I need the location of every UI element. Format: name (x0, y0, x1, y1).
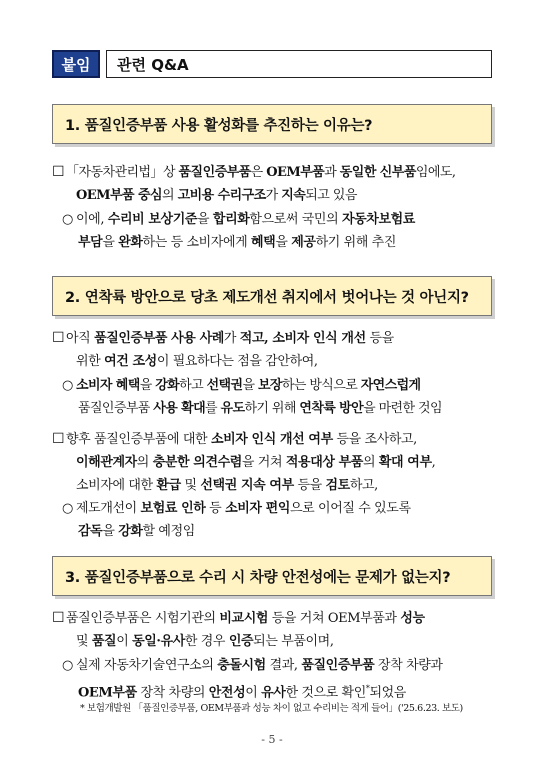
answer-2-paragraph-3 (66, 428, 435, 497)
line: 품질인증부품은 시험기관의 비교시험 등을 거쳐 OEM부품과 성능 (66, 611, 425, 626)
square-bullet: ☐ (52, 610, 65, 626)
square-bullet: ☐ (52, 164, 65, 180)
line: OEM부품 중심의 고비용 수리구조가 지속되고 있음 (76, 188, 357, 203)
line: 아직 품질인증부품 사용 사례가 적고, 소비자 인식 개선 등을 (66, 331, 394, 346)
page-number: - 5 - (261, 733, 283, 746)
answer-2-paragraph-4 (76, 497, 411, 543)
circle-bullet: ○ (62, 658, 74, 673)
question-1: 1. 품질인증부품 사용 활성화를 추진하는 이유는? (52, 104, 492, 144)
line: 부담을 완화하는 등 소비자에게 혜택을 제공하기 위해 추진 (78, 235, 396, 250)
line: 감독을 강화할 예정임 (78, 524, 195, 539)
line: 위한 여건 조성이 필요하다는 점을 감안하여, (76, 354, 318, 369)
line: 소비자에 대한 환급 및 선택권 지속 여부 등을 검토하고, (76, 478, 378, 493)
circle-bullet: ○ (62, 212, 74, 227)
line: 및 품질이 동일·유사한 경우 인증되는 부품이며, (76, 634, 334, 649)
footnote: * 보험개발원 「품질인증부품, OEM부품과 성능 차이 없고 수리비는 적게 들어」('25.6.23. 보도) (80, 703, 463, 714)
answer-2-paragraph-1 (66, 327, 394, 373)
question-2: 2. 연착륙 방안으로 당초 제도개선 취지에서 벗어나는 것 아닌지? (52, 276, 492, 316)
line: 소비자 혜택을 강화하고 선택권을 보장하는 방식으로 자연스럽게 (76, 378, 421, 393)
line: 이에, 수리비 보상기준을 합리화함으로써 국민의 자동차보험료 (76, 212, 415, 227)
circle-bullet: ○ (62, 378, 74, 393)
line: 품질인증부품 사용 확대를 유도하기 위해 연착륙 방안을 마련한 것임 (78, 401, 442, 416)
line: 실제 자동차기술연구소의 충돌시험 결과, 품질인증부품 장착 차량과 (76, 658, 443, 673)
answer-1-paragraph-2 (76, 208, 415, 254)
line: 「자동차관리법」상 품질인증부품은 OEM부품과 동일한 신부품임에도, (66, 165, 456, 180)
answer-3-paragraph-2 (76, 654, 443, 704)
attachment-header (52, 50, 492, 78)
square-bullet: ☐ (52, 431, 65, 447)
line: OEM부품 장착 차량의 안전성이 유사한 것으로 확인*되었음 (78, 684, 406, 701)
line: 제도개선이 보험료 인하 등 소비자 편익으로 이어질 수 있도록 (76, 501, 411, 516)
attachment-tag: 붙임 (52, 50, 100, 78)
square-bullet: ☐ (52, 330, 65, 346)
circle-bullet: ○ (62, 501, 74, 516)
answer-3-paragraph-1 (66, 607, 425, 653)
attachment-title: 관련 Q&A (106, 50, 492, 78)
question-3: 3. 품질인증부품으로 수리 시 차량 안전성에는 문제가 없는지? (52, 556, 492, 596)
answer-1-paragraph-1 (66, 161, 455, 207)
answer-2-paragraph-2 (76, 374, 442, 420)
line: 이해관계자의 충분한 의견수렴을 거쳐 적용대상 부품의 확대 여부, (76, 455, 436, 470)
line: 향후 품질인증부품에 대한 소비자 인식 개선 여부 등을 조사하고, (66, 432, 417, 447)
